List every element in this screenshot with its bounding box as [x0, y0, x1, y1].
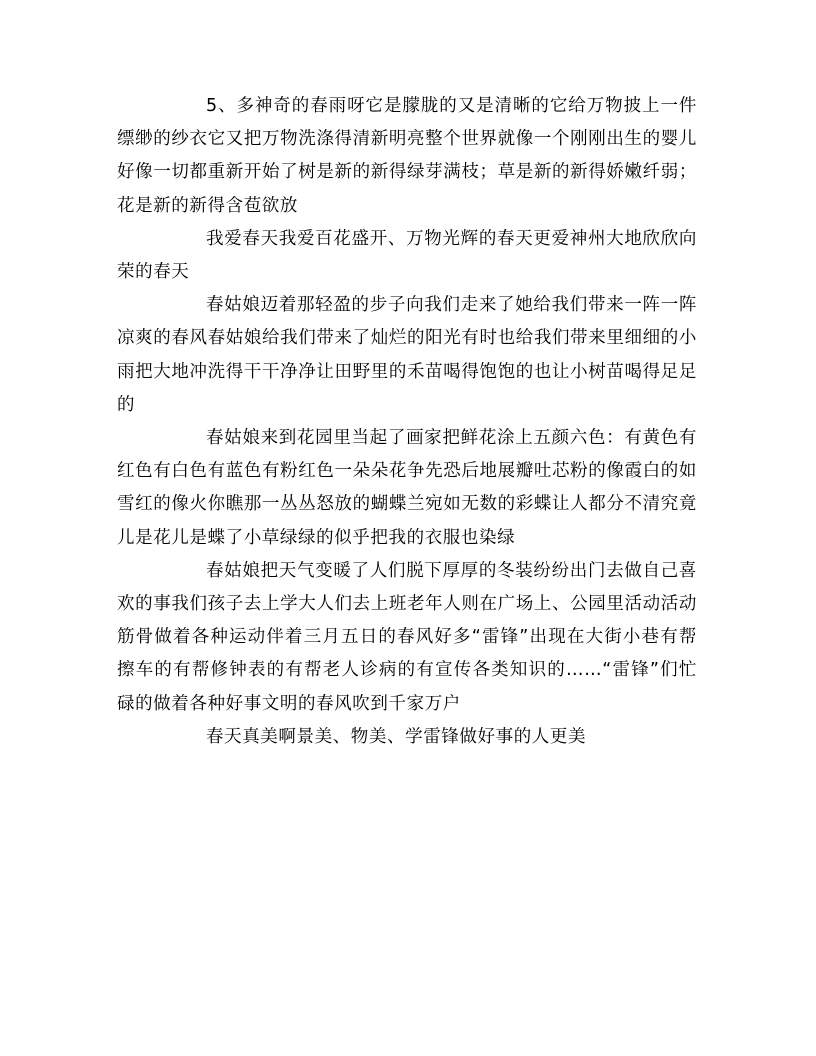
paragraph-flower-garden: 春姑娘来到花园里当起了画家把鲜花涂上五颜六色：有黄色有红色有白色有蓝色有粉红色一朵朵花争先恐后地展瓣吐芯粉的像霞白的如雪红的像火你瞧那一丛丛怒放的蝴蝶兰宛如无数的彩蝶让人都分不清究竟儿是花儿是蝶了小草绿绿的似乎把我的衣服也染绿: [117, 428, 697, 548]
paragraph-spring-girl-arrives: 春姑娘迈着那轻盈的步子向我们走来了她给我们带来一阵一阵凉爽的春风春姑娘给我们带来了灿烂的阳光有时也给我们带来里细细的小雨把大地冲洗得干干净净让田野里的禾苗喝得饱饱的也让小树苗喝得足足的: [117, 295, 697, 415]
paragraph-love-spring: 我爱春天我爱百花盛开、万物光辉的春天更爱神州大地欣欣向荣的春天: [117, 228, 697, 283]
document-body: [117, 90, 697, 754]
paragraph-conclusion: 春天真美啊景美、物美、学雷锋做好事的人更美: [206, 726, 587, 747]
paragraph-spring-rain: 5、多神奇的春雨呀它是朦胧的又是清晰的它给万物披上一件缥缈的纱衣它又把万物洗涤得清新明亮整个世界就像一个刚刚出生的婴儿好像一切都重新开始了树是新的新得绿芽满枝；草是新的新得娇嫩纤弱；花是新的新得含苞欲放: [117, 96, 697, 216]
paragraph-lei-feng: 春姑娘把天气变暖了人们脱下厚厚的冬装纷纷出门去做自己喜欢的事我们孩子去上学大人们去上班老年人则在广场上、公园里活动活动筋骨做着各种运动伴着三月五日的春风好多“雷锋”出现在大街小巷有帮擦车的有帮修钟表的有帮老人诊病的有宣传各类知识的……“雷锋”们忙碌的做着各种好事文明的春风吹到千家万户: [117, 560, 697, 714]
